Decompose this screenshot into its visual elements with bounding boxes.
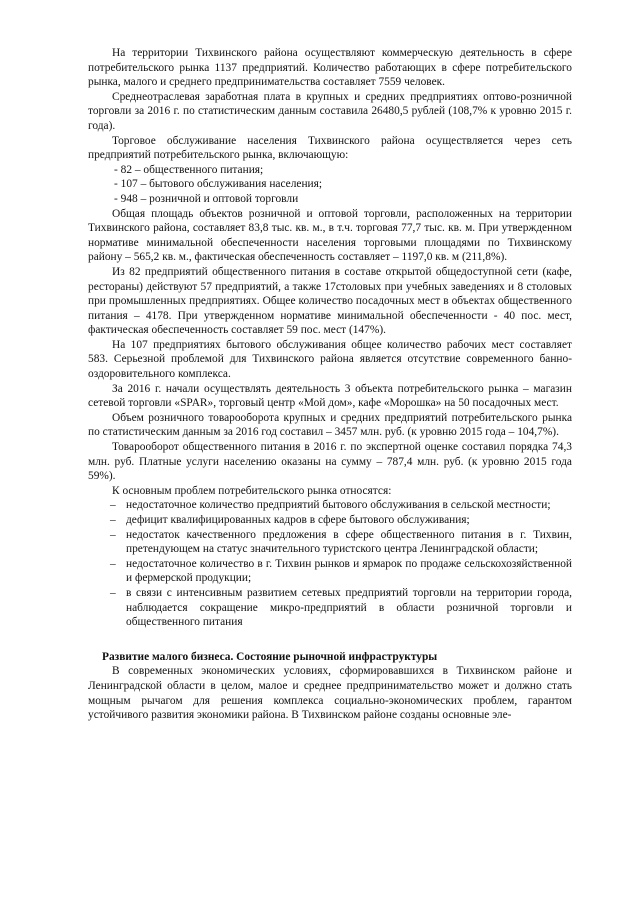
list-item-text: недостаточное количество в г. Тихвин рынков и ярмарок по продаже сельскохозяйственной и фермерской продукции; [126, 557, 572, 585]
paragraph-trade-service: Торговое обслуживание населения Тихвинского района осуществляется через сеть предприятий потребительского рынка, включающую: [88, 134, 572, 162]
paragraph-problems-intro: К основным проблем потребительского рынка относятся: [112, 484, 392, 497]
paragraph-consumer-services: На 107 предприятиях бытового обслуживания общее количество рабочих мест составляет 583. Серьезной проблемой для Тихвинского района является отсутствие современного банно-оздоровительного комплекса. [88, 338, 572, 381]
list-item: - 948 – розничной и оптовой торговли [114, 192, 299, 205]
dash-marker: – [110, 514, 116, 526]
list-item [110, 498, 572, 513]
dash-marker: – [110, 499, 116, 512]
list-item [110, 557, 572, 586]
list-item-text: недостаточное количество предприятий бытового обслуживания в сельской местности; [126, 499, 551, 512]
network-list [88, 163, 572, 207]
paragraph-small-business: В современных экономических условиях, сформировавшихся в Тихвинском районе и Ленинградской области в целом, малое и среднее предпринимательство может и должно стать мощным рычагом для решения комплекса социально-экономических проблем, гарантом устойчивого развития экономики района. В Тихвинском районе созданы основные эле- [88, 665, 572, 722]
paragraph-retail-turnover: Объем розничного товарооборота крупных и средних предприятий потребительского рынка по статистическим данным за 2016 год составил – 3457 млн. руб. (к уровню 2015 года – 104,7%). [88, 411, 572, 439]
dash-marker: – [110, 586, 116, 599]
list-item: - 82 – общественного питания; [114, 163, 264, 176]
list-item [110, 586, 572, 630]
dash-marker: – [110, 557, 116, 570]
paragraph-new-objects: За 2016 г. начали осуществлять деятельность 3 объекта потребительского рынка – магазин сетевой торговли «SPAR», торговый центр «Мой дом», кафе «Морошка» на 50 посадочных мест. [88, 382, 572, 410]
section-heading: Развитие малого бизнеса. Состояние рыночной инфраструктуры [102, 650, 438, 663]
list-item [110, 513, 572, 528]
list-item-text: недостаток качественного предложения в сфере общественного питания в г. Тихвин, претендующем на статус значительного туристского центра Ленинградской области; [126, 528, 572, 556]
paragraph-trade-area: Общая площадь объектов розничной и оптовой торговли, расположенных на территории Тихвинского района, составляет 83,8 тыс. кв. м., в т.ч. торговая 77,7 тыс. кв. м. При утвержденном нормативе минимальной обеспеченности населения торговыми площадями по Тихвинскому району – 565,2 кв. м., фактическая обеспеченность составляет – 1197,0 кв. м (211,8%). [88, 207, 572, 264]
list-item-text: в связи с интенсивным развитием сетевых предприятий торговли на территории города, наблюдается сокращение микро-предприятий в области розничной торговли и общественного питания [126, 586, 572, 629]
paragraph-catering-turnover: Товарооборот общественного питания в 2016 г. по экспертной оценке составил порядка 74,3 млн. руб. Платные услуги населению оказаны на сумму – 787,4 млн. руб. (к уровню 2015 года 59%). [88, 441, 572, 483]
paragraph-catering: Из 82 предприятий общественного питания в составе открытой общедоступной сети (кафе, рестораны) действуют 57 предприятий, а также 17столовых при учебных заведениях и 8 столовых при промышленных предприятиях. Общее количество посадочных мест в объектах общественного питания – 4178. При утвержденном нормативе минимальной обеспеченности - 40 пос. мест, фактическая обеспеченность составляет 59 пос. мест (147%). [88, 265, 572, 337]
document-page [88, 46, 572, 723]
list-item [110, 528, 572, 557]
problems-list [88, 498, 572, 629]
dash-marker: – [110, 528, 116, 541]
list-item-text: дефицит квалифицированных кадров в сфере бытового обслуживания; [126, 514, 470, 526]
paragraph-average-salary: Среднеотраслевая заработная плата в крупных и средних предприятиях оптово-розничной торговли за 2016 г. по статистическим данным составила 26480,5 рублей (108,7% к уровню 2015 г. года). [88, 90, 572, 132]
list-item: - 107 – бытового обслуживания населения; [114, 178, 323, 191]
paragraph-commercial-activity: На территории Тихвинского района осуществляют коммерческую деятельность в сфере потребительского рынка 1137 предприятий. Количество работающих в сфере потребительского рынка, малого и среднего предпринимательства составляет 7559 человек. [88, 47, 572, 89]
